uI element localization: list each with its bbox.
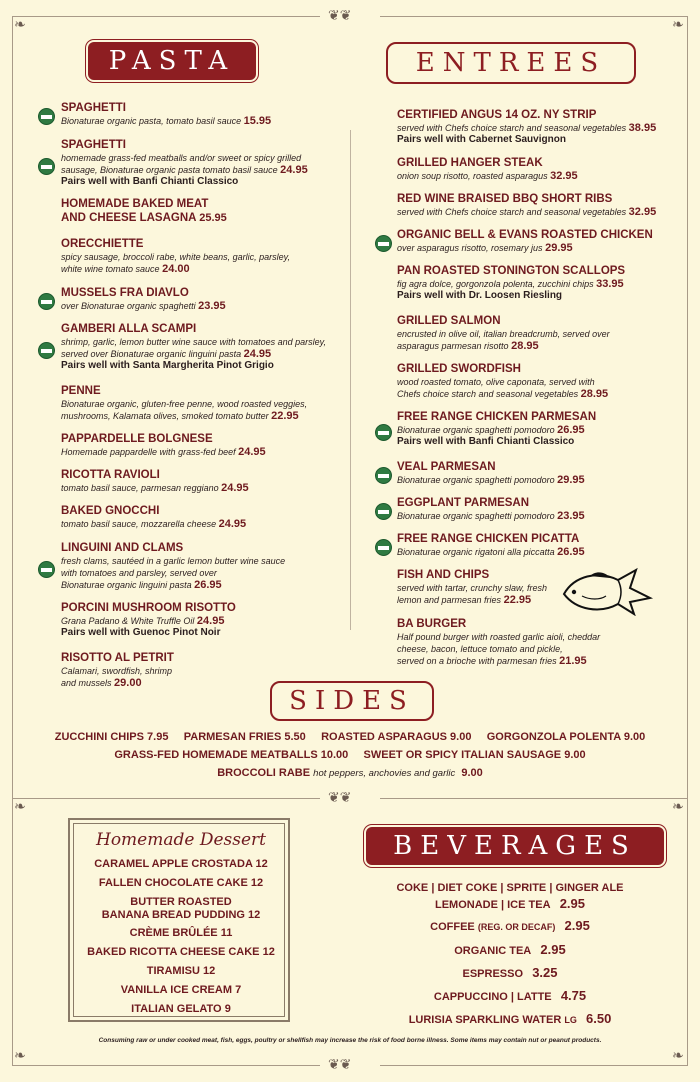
item-pairing: Pairs well with Santa Margherita Pinot Grigio: [61, 360, 274, 371]
dessert-price: 9: [224, 1003, 231, 1015]
side-name: BROCCOLI RABE: [217, 767, 311, 779]
ornament-corner-tl-icon: ❧: [14, 17, 26, 33]
item-desc-text: over Bionaturae organic spaghetti: [61, 301, 196, 311]
dessert-name: TIRAMISU: [146, 965, 200, 977]
menu-item: [397, 568, 547, 606]
border-left: [12, 16, 13, 1066]
beverages-banner: [366, 827, 664, 865]
item-desc-text: Bionaturae organic rigatoni alla piccatta: [397, 547, 555, 557]
beverage-item: [356, 988, 664, 1003]
item-name: [397, 156, 578, 170]
menu-item: [397, 496, 585, 522]
item-name-text: EGGPLANT PARMESAN: [397, 497, 530, 509]
beverage-name: CAPPUCCINO | LATTE: [433, 991, 552, 1003]
item-pairing: Pairs well with Banfi Chianti Classico: [397, 436, 575, 447]
usda-organic-icon: [375, 235, 392, 252]
item-price: 33.95: [596, 278, 624, 290]
item-name-text: AND CHEESE LASAGNA: [61, 212, 197, 224]
item-desc: [61, 336, 326, 348]
entrees-banner: [386, 42, 636, 84]
menu-item: [61, 601, 236, 639]
item-name: [61, 286, 226, 300]
item-desc-text: homemade grass-fed meatballs and/or sweet or spicy grilled: [61, 153, 302, 163]
border-bottom-right: [380, 1065, 688, 1066]
usda-organic-icon: [375, 503, 392, 520]
item-name: [397, 314, 610, 328]
item-name: [61, 504, 246, 518]
item-desc-text: Bionaturae organic linguini pasta: [61, 580, 192, 590]
dessert-name: FALLEN CHOCOLATE CAKE: [98, 877, 248, 889]
item-desc-text: over asparagus risotto, rosemary jus: [397, 243, 543, 253]
item-desc-text: Grana Padano & White Truffle Oil: [61, 616, 195, 626]
dessert-name: VANILLA ICE CREAM: [120, 984, 233, 996]
item-name: [397, 192, 656, 206]
dessert-item: [70, 877, 292, 890]
item-desc-text: encrusted in olive oil, italian breadcrumb, served over: [397, 329, 610, 339]
item-name: [397, 108, 656, 122]
sides-banner: [270, 681, 434, 721]
item-price: 24.95: [238, 446, 266, 458]
side-item: PARMESAN FRIES 5.50: [183, 731, 306, 743]
item-desc-text: Calamari, swordfish, shrimp: [61, 666, 173, 676]
dessert-item: [70, 946, 292, 959]
item-name-text: RED WINE BRAISED BBQ SHORT RIBS: [397, 193, 613, 205]
dessert-name: BANANA BREAD PUDDING: [101, 909, 245, 921]
item-price: 24.95: [218, 518, 247, 530]
item-desc-text: wood roasted tomato, olive caponata, served with: [397, 377, 595, 387]
usda-organic-icon: [38, 342, 55, 359]
item-name-text: FREE RANGE CHICKEN PICATTA: [397, 533, 580, 545]
item-desc-text: served with Chefs choice starch and seasonal vegetables: [397, 123, 627, 133]
item-name: [61, 432, 266, 446]
menu-item: [397, 192, 656, 218]
dessert-name-line1: BUTTER ROASTED: [130, 896, 232, 908]
dessert-price: 12: [250, 877, 264, 889]
item-price: 21.95: [559, 655, 587, 667]
dessert-price: 12: [202, 965, 216, 977]
item-price: 26.95: [194, 579, 222, 591]
dessert-item: [70, 965, 292, 978]
item-name: [397, 228, 653, 242]
item-name: [61, 237, 290, 251]
item-pairing: Pairs well with Guenoc Pinot Noir: [61, 627, 221, 638]
item-price: 24.95: [221, 482, 249, 494]
item-name-line2: [61, 211, 227, 225]
sides-row: [0, 749, 700, 761]
item-name-text: ORECCHIETTE: [61, 238, 144, 250]
dessert-price: 11: [220, 927, 233, 939]
item-name-text: VEAL PARMESAN: [397, 461, 496, 473]
item-desc: [61, 665, 174, 677]
item-name-text: MUSSELS FRA DIAVLO: [61, 287, 189, 299]
item-price: 15.95: [243, 115, 272, 127]
menu-item: [397, 460, 585, 486]
beverage-item: [356, 942, 664, 957]
item-desc: [397, 206, 656, 218]
ornament-top-icon: ❦❦: [328, 8, 352, 24]
item-name-text: BAKED GNOCCHI: [61, 505, 160, 517]
item-desc: [61, 567, 285, 579]
item-desc-text: sausage, Bionaturae organic pasta tomato basil sauce: [61, 165, 278, 175]
dessert-name: CRÈME BRÛLÉE: [129, 927, 218, 939]
usda-organic-icon: [375, 467, 392, 484]
pasta-banner: [88, 42, 256, 80]
item-desc: [61, 615, 236, 627]
menu-item: [397, 108, 656, 146]
item-name: [397, 410, 596, 424]
item-price: 32.95: [550, 170, 578, 182]
dessert-item: [70, 984, 292, 997]
item-desc: [397, 643, 600, 655]
side-price: 9.00: [461, 767, 483, 779]
beverage-item: [356, 918, 664, 933]
item-desc-text: served over Bionaturae organic linguini pasta: [61, 349, 242, 359]
beverage-name: LEMONADE | ICE TEA: [434, 899, 551, 911]
menu-item: [397, 156, 578, 182]
usda-organic-icon: [375, 539, 392, 556]
item-desc-text: shrimp, garlic, lemon butter wine sauce with tomatoes and parsley,: [61, 337, 326, 347]
dessert-price: 12: [255, 858, 268, 870]
side-item: ROASTED ASPARAGUS 9.00: [321, 731, 472, 743]
item-desc: [397, 122, 656, 134]
dessert-heading: Homemade Dessert: [96, 830, 266, 850]
menu-item: [61, 651, 174, 689]
item-desc-text: served with tartar, crunchy slaw, fresh: [397, 583, 548, 593]
beverage-name: COFFEE: [430, 921, 475, 933]
ornament-corner-bl-icon: ❧: [14, 1048, 26, 1064]
menu-item: [61, 237, 290, 275]
item-desc-text: Bionaturae organic spaghetti pomodoro: [397, 475, 555, 485]
menu-item: [61, 286, 226, 312]
beverage-price: 2.95: [559, 896, 585, 911]
ornament-corner-mr-icon: ❧: [672, 799, 684, 815]
border-bottom-left: [12, 1065, 320, 1066]
item-name-text: PAN ROASTED STONINGTON SCALLOPS: [397, 265, 626, 277]
item-desc: [61, 482, 249, 494]
item-name-text: FISH AND CHIPS: [397, 569, 490, 581]
item-desc: [397, 424, 596, 436]
item-desc: [61, 555, 285, 567]
menu-item: [397, 314, 610, 352]
item-desc: [61, 579, 285, 591]
item-name: [397, 264, 625, 278]
item-desc-text: with tomatoes and parsley, served over: [61, 568, 217, 578]
item-price: 23.95: [198, 300, 226, 312]
menu-item: [61, 101, 271, 127]
dessert-name: CARAMEL APPLE CROSTADA: [94, 858, 253, 870]
menu-item: [397, 410, 596, 448]
menu-item: [397, 264, 625, 302]
item-desc: [61, 677, 174, 689]
item-desc: [61, 152, 308, 164]
item-name: [61, 601, 236, 615]
item-desc: [397, 340, 610, 352]
dessert-item: [70, 927, 292, 940]
beverage-price: 3.25: [532, 965, 558, 980]
beverages-heading: BEVERAGES: [393, 831, 637, 861]
item-desc: [61, 446, 266, 458]
item-desc: [61, 263, 290, 275]
side-item: SWEET OR SPICY ITALIAN SAUSAGE 9.00: [363, 749, 586, 761]
footnote: Consuming raw or under cooked meat, fish, eggs, poultry or shellfish may increase the risk of food borne illness. Some items may contain nut or peanut products.: [98, 1037, 602, 1044]
item-price: 29.00: [114, 677, 142, 689]
item-desc-text: Bionaturae organic spaghetti pomodoro: [397, 425, 555, 435]
item-name-text: RISOTTO AL PETRIT: [61, 652, 174, 664]
item-desc-text: white wine tomato sauce: [61, 264, 160, 274]
item-desc-text: onion soup risotto, roasted asparagus: [397, 171, 548, 181]
item-desc: [397, 170, 578, 182]
item-desc: [397, 242, 653, 254]
item-desc-text: lemon and parmesan fries: [397, 595, 502, 605]
side-broccoli: [0, 767, 700, 779]
beverage-price: 6.50: [586, 1011, 612, 1026]
sides-heading: SIDES: [289, 686, 415, 716]
menu-item: [61, 322, 326, 372]
item-price: 24.95: [243, 348, 272, 360]
pasta-heading: PASTA: [108, 46, 236, 76]
item-price: 25.95: [199, 212, 227, 224]
item-price: 23.95: [557, 510, 585, 522]
menu-item: [61, 504, 246, 530]
item-desc: [397, 582, 547, 594]
item-name-text: ORGANIC BELL & EVANS ROASTED CHICKEN: [397, 229, 653, 241]
beverage-item: [356, 1011, 664, 1026]
item-desc: [397, 388, 608, 400]
sides-row: [0, 731, 700, 743]
item-desc: [61, 410, 307, 422]
beverage-price: 2.95: [564, 918, 590, 933]
item-desc-text: Half pound burger with roasted garlic aioli, cheddar: [397, 632, 601, 642]
ornament-bottom-icon: ❦❦: [328, 1057, 352, 1073]
item-desc-text: Bionaturae organic spaghetti pomodoro: [397, 511, 555, 521]
item-desc: [61, 115, 271, 127]
dessert-price: 7: [235, 984, 242, 996]
item-desc-text: Bionaturae organic, gluten-free penne, wood roasted veggies,: [61, 399, 308, 409]
menu-item: [61, 541, 285, 591]
side-item: ZUCCHINI CHIPS 7.95: [54, 731, 169, 743]
item-desc: [61, 398, 307, 410]
item-desc-text: asparagus parmesan risotto: [397, 341, 509, 351]
menu-item: [397, 532, 585, 558]
item-desc-text: tomato basil sauce, mozzarella cheese: [61, 519, 217, 529]
item-pairing: Pairs well with Banfi Chianti Classico: [61, 176, 239, 187]
usda-organic-icon: [38, 293, 55, 310]
item-name-text: PORCINI MUSHROOM RISOTTO: [61, 602, 236, 614]
item-desc-text: served with Chefs choice starch and seasonal vegetables: [397, 207, 627, 217]
menu-item: [61, 197, 227, 225]
item-price: 26.95: [557, 424, 585, 436]
ornament-corner-br-icon: ❧: [672, 1048, 684, 1064]
item-price: 24.00: [162, 263, 190, 275]
dessert-price: 12: [262, 946, 275, 958]
ornament-corner-ml-icon: ❧: [14, 799, 26, 815]
item-desc-text: Bionaturae organic pasta, tomato basil sauce: [61, 116, 242, 126]
side-desc: hot peppers, anchovies and garlic: [313, 768, 456, 779]
item-desc: [397, 328, 610, 340]
ornament-corner-tr-icon: ❧: [672, 17, 684, 33]
item-desc-text: Homemade pappardelle with grass-fed beef: [61, 447, 236, 457]
beverage-line: COKE | DIET COKE | SPRITE | GINGER ALE: [396, 882, 624, 894]
item-desc-text: cheese, bacon, lettuce tomato and pickle,: [397, 644, 563, 654]
item-desc: [61, 251, 290, 263]
border-top-left: [12, 16, 320, 17]
item-desc-text: fresh clams, sautéed in a garlic lemon butter wine sauce: [61, 556, 286, 566]
item-desc: [397, 376, 608, 388]
menu-item: [397, 362, 608, 400]
item-name-text: FREE RANGE CHICKEN PARMESAN: [397, 411, 597, 423]
beverage-name: ORGANIC TEA: [454, 945, 532, 957]
menu-item: [61, 138, 308, 188]
item-price: 22.95: [271, 410, 299, 422]
item-desc: [397, 278, 625, 290]
item-price: 24.95: [280, 164, 308, 176]
item-name: [397, 496, 585, 510]
dessert-name-line2: [70, 909, 292, 922]
item-name-text: SPAGHETTI: [61, 102, 126, 114]
item-price: 29.95: [557, 474, 585, 486]
item-name: [61, 541, 285, 555]
item-desc-text: fig agra dolce, gorgonzola polenta, zucchini chips: [397, 279, 594, 289]
menu-item: [61, 384, 307, 422]
item-desc: [397, 474, 585, 486]
item-pairing: Pairs well with Cabernet Sauvignon: [397, 134, 566, 145]
item-name: [61, 322, 326, 336]
ornament-mid-icon: ❦❦: [328, 790, 352, 806]
item-price: 32.95: [628, 206, 657, 218]
item-name: [61, 468, 249, 482]
dessert-item: [70, 896, 292, 922]
item-desc: [61, 348, 326, 360]
item-name: [61, 138, 308, 152]
item-desc-text: Chefs choice starch and seasonal vegetables: [397, 389, 579, 399]
beverage-name: LURISIA SPARKLING WATER: [408, 1014, 562, 1026]
item-desc-text: and mussels: [61, 678, 112, 688]
item-price: 26.95: [557, 546, 585, 558]
item-desc: [397, 594, 547, 606]
menu-item: [61, 432, 266, 458]
item-name: [397, 460, 585, 474]
item-desc: [397, 631, 600, 643]
divider-sides-left: [12, 798, 320, 799]
usda-organic-icon: [38, 158, 55, 175]
item-name-text: PENNE: [61, 385, 101, 397]
item-price: 38.95: [628, 122, 657, 134]
fish-icon: [560, 566, 655, 616]
divider-sides-right: [380, 798, 688, 799]
menu-item: [397, 228, 653, 254]
item-desc-text: spicy sausage, broccoli rabe, white beans, garlic, parsley,: [61, 252, 290, 262]
item-desc-text: tomato basil sauce, parmesan reggiano: [61, 483, 219, 493]
column-divider: [350, 130, 351, 630]
beverage-price: 2.95: [540, 942, 566, 957]
item-name-text: GRILLED SWORDFISH: [397, 363, 521, 375]
item-desc: [61, 164, 308, 176]
item-name: [61, 651, 174, 665]
item-price: 29.95: [545, 242, 573, 254]
dessert-name: ITALIAN GELATO: [131, 1003, 222, 1015]
item-price: 22.95: [503, 594, 532, 606]
side-item: GORGONZOLA POLENTA 9.00: [486, 731, 646, 743]
item-desc: [397, 510, 585, 522]
item-name-text: GRILLED HANGER STEAK: [397, 157, 543, 169]
dessert-item: [70, 1003, 292, 1016]
item-name-text: GRILLED SALMON: [397, 315, 501, 327]
item-name-text: SPAGHETTI: [61, 139, 126, 151]
dessert-box: [68, 818, 290, 1022]
entrees-heading: ENTREES: [415, 48, 607, 78]
beverage-item: [356, 896, 664, 911]
item-name-text: GAMBERI ALLA SCAMPI: [61, 323, 197, 335]
border-top-right: [380, 16, 688, 17]
item-desc-text: mushrooms, Kalamata olives, smoked tomato butter: [61, 411, 269, 421]
item-desc: [397, 546, 585, 558]
usda-organic-icon: [38, 108, 55, 125]
item-desc: [397, 655, 600, 667]
side-item: GRASS-FED HOMEMADE MEATBALLS 10.00: [114, 749, 349, 761]
item-name: [397, 362, 608, 376]
item-name: [61, 101, 271, 115]
item-name-text: PAPPARDELLE BOLGNESE: [61, 433, 213, 445]
item-name-text: CERTIFIED ANGUS 14 OZ. NY STRIP: [397, 109, 597, 121]
border-right: [687, 16, 688, 1066]
menu-item: [61, 468, 249, 494]
item-name-text: LINGUINI AND CLAMS: [61, 542, 184, 554]
usda-organic-icon: [375, 424, 392, 441]
item-name: [397, 532, 585, 546]
item-pairing: Pairs well with Dr. Loosen Riesling: [397, 290, 563, 301]
item-name-text: HOMEMADE BAKED MEAT: [61, 198, 209, 210]
dessert-name: BAKED RICOTTA CHEESE CAKE: [87, 946, 260, 958]
item-desc: [61, 300, 226, 312]
dessert-price: 12: [248, 909, 261, 921]
item-name-text: RICOTTA RAVIOLI: [61, 469, 160, 481]
item-desc-text: served on a brioche with parmesan fries: [397, 656, 557, 666]
item-name: [397, 568, 547, 582]
item-name: [397, 617, 600, 631]
item-name: [61, 197, 227, 211]
beverage-name: ESPRESSO: [462, 968, 524, 980]
item-name: [61, 384, 307, 398]
usda-organic-icon: [38, 561, 55, 578]
item-name-text: BA BURGER: [397, 618, 467, 630]
beverage-price: 4.75: [560, 988, 587, 1003]
menu-item: [397, 617, 600, 667]
dessert-item: [70, 858, 292, 871]
item-desc: [61, 518, 246, 530]
beverage-note: LG: [564, 1015, 577, 1025]
item-price: 28.95: [511, 340, 539, 352]
beverage-item: [356, 965, 664, 980]
item-price: 24.95: [196, 615, 225, 627]
beverage-note: (REG. OR DECAF): [477, 922, 556, 932]
item-price: 28.95: [580, 388, 609, 400]
